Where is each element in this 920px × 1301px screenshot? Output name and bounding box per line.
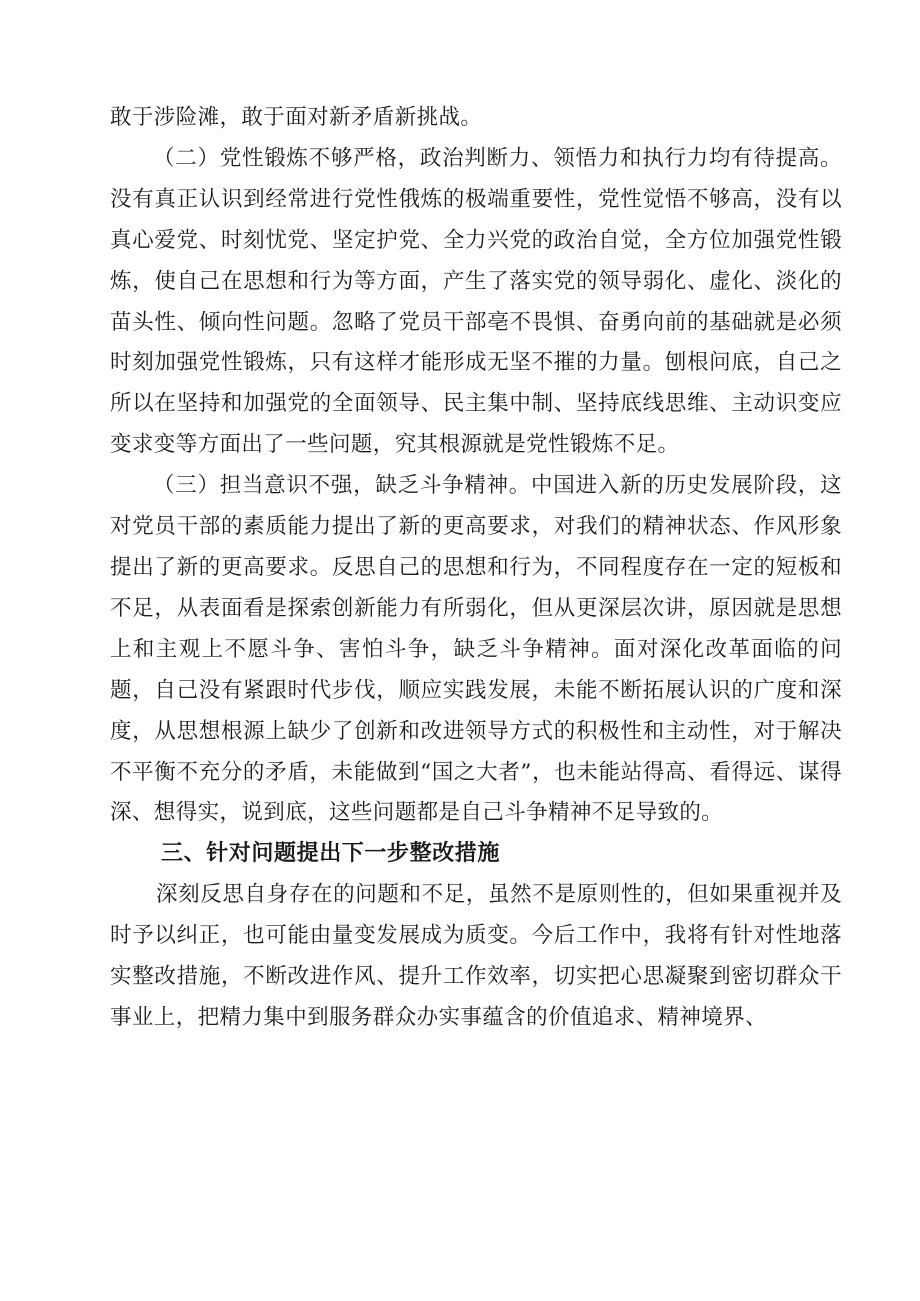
section-heading: 三、针对问题提出下一步整改措施 bbox=[161, 841, 501, 867]
paragraph-continuation: 敢于涉险滩，敢于面对新矛盾新挑战。 bbox=[110, 105, 483, 130]
paragraph-section-3: （三）担当意识不强，缺乏斗争精神。中国进入新的历史发展阶段，这对党员干部的素质能力提出了新的更高要求，对我们的精神状态、作风形象提出了新的更高要求。反思自己的思想和行为，不同程度存在一定的短板和不足，从表面看是探索创新能力有所弱化，但从更深层次讲，原因就是思想上和主观上不愿斗争、害怕斗争，缺乏斗争精神。面对深化改革面临的问题，自己没有紧跟时代步伐，顺应实践发展，未能不断拓展认识的广度和深度，从思想根源上缺少了创新和改进领导方式的积极性和主动性，对于解决不平衡不充分的矛盾，未能做到“国之大者”，也未能站得高、看得远、谋得深、想得实，说到底，这些问题都是自己斗争精神不足导致的。 bbox=[110, 473, 842, 826]
paragraph-section-2: （二）党性锻炼不够严格，政治判断力、领悟力和执行力均有待提高。没有真正认识到经常进行党性俄炼的极端重要性，党性觉悟不够高，没有以真心爱党、时刻忧党、坚定护党、全力兴党的政治自觉，全方位加强党性锻炼，使自己在思想和行为等方面，产生了落实党的领导弱化、虚化、淡化的苗头性、倾向性问题。忽略了党员干部亳不畏惧、奋勇向前的基础就是必须时刻加强党性锻炼，只有这样才能形成无坚不摧的力量。刨根问底，自己之所以在坚持和加强党的全面领导、民主集中制、坚持底线思维、主动识变应变求变等方面出了一些问题，究其根源就是党性锻炼不足。 bbox=[110, 145, 842, 458]
document-body bbox=[110, 98, 842, 1039]
paragraph-measures: 深刻反思自身存在的问题和不足，虽然不是原则性的，但如果重视并及时予以纠正，也可能由量变发展成为质变。今后工作中，我将有针对性地落实整改措施，不断改进作风、提升工作效率，切实把心思凝聚到密切群众干事业上，把精力集中到服务群众办实事蕴含的价值追求、精神境界、 bbox=[110, 882, 842, 1030]
